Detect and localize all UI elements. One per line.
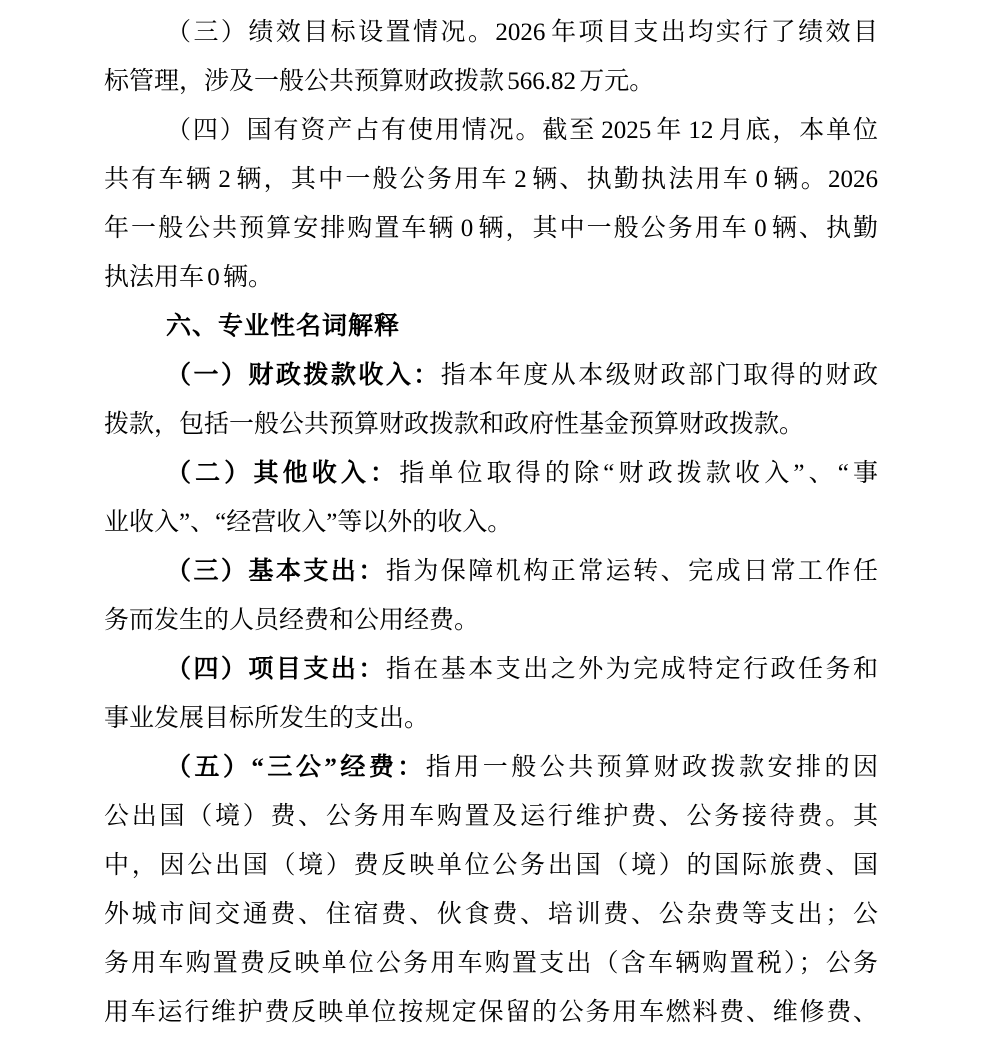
body-text: 指为保障机构正常运转、完成日常工作任 — [385, 558, 878, 585]
document-line — [104, 106, 878, 155]
body-text: 事业发展目标所发生的支出。 — [104, 705, 430, 732]
document-line — [104, 988, 878, 1037]
body-text: 标管理，涉及一般公共预算财政拨款 566.82 万元。 — [104, 68, 655, 95]
body-text: 公出国（境）费、公务用车购置及运行维护费、公务接待费。其 — [104, 803, 878, 830]
document-line — [104, 8, 878, 57]
document-line — [104, 351, 878, 400]
document-line — [104, 547, 878, 596]
document-line — [104, 449, 878, 498]
term-emphasis-text: （一）财政拨款收入： — [166, 362, 441, 389]
body-text: 年一般公共预算安排购置车辆 0 辆，其中一般公务用车 0 辆、执勤 — [104, 215, 878, 242]
body-text: （三）绩效目标设置情况。2026 年项目支出均实行了绩效目 — [166, 19, 878, 46]
term-emphasis-text: 六、专业性名词解释 — [166, 312, 401, 340]
body-text: 外城市间交通费、住宿费、伙食费、培训费、公杂费等支出；公 — [104, 901, 878, 928]
body-text: 业收入”、“经营收入”等以外的收入。 — [104, 509, 513, 536]
body-text: （四）国有资产占有使用情况。截至 2025 年 12 月底，本单位 — [166, 117, 878, 144]
document-line — [104, 204, 878, 253]
body-text: 拨款，包括一般公共预算财政拨款和政府性基金预算财政拨款。 — [104, 411, 805, 438]
para-state-owned-assets — [104, 106, 878, 302]
document-line — [104, 743, 878, 792]
para-term-three-public-funds — [104, 743, 878, 1037]
body-text: 共有车辆 2 辆，其中一般公务用车 2 辆、执勤执法用车 0 辆。2026 — [104, 166, 878, 193]
body-text: 用车运行维护费反映单位按规定保留的公务用车燃料费、维修费、 — [104, 999, 878, 1026]
heading-glossary-section — [104, 302, 878, 351]
document-line — [104, 400, 878, 449]
para-performance-target-setting — [104, 8, 878, 106]
body-text: 指在基本支出之外为完成特定行政任务和 — [385, 656, 878, 683]
document-line — [104, 596, 878, 645]
body-text: 务而发生的人员经费和公用经费。 — [104, 607, 480, 634]
term-emphasis-text: （三）基本支出： — [166, 558, 386, 585]
body-text: 中，因公出国（境）费反映单位公务出国（境）的国际旅费、国 — [104, 852, 878, 879]
para-term-project-expenditure — [104, 645, 878, 743]
body-text: 指用一般公共预算财政拨款安排的因 — [425, 754, 878, 781]
para-term-basic-expenditure — [104, 547, 878, 645]
document-line — [104, 498, 878, 547]
document-line — [104, 694, 878, 743]
body-text: 务用车购置费反映单位公务用车购置支出（含车辆购置税）；公务 — [104, 950, 878, 977]
document-line — [104, 939, 878, 988]
document-line — [104, 890, 878, 939]
document-body — [104, 8, 878, 1037]
document-line — [104, 302, 878, 351]
document-line — [104, 253, 878, 302]
para-term-fiscal-appropriation-income — [104, 351, 878, 449]
term-emphasis-text: （五）“三公”经费： — [166, 754, 426, 781]
document-line — [104, 841, 878, 890]
term-emphasis-text: （二）其他收入： — [166, 460, 400, 487]
term-emphasis-text: （四）项目支出： — [166, 656, 386, 683]
body-text: 指单位取得的除“财政拨款收入”、“事 — [399, 460, 878, 487]
document-line — [104, 792, 878, 841]
document-line — [104, 57, 878, 106]
document-line — [104, 645, 878, 694]
para-term-other-income — [104, 449, 878, 547]
body-text: 执法用车 0 辆。 — [104, 264, 274, 291]
body-text: 指本年度从本级财政部门取得的财政 — [440, 362, 878, 389]
document-line — [104, 155, 878, 204]
